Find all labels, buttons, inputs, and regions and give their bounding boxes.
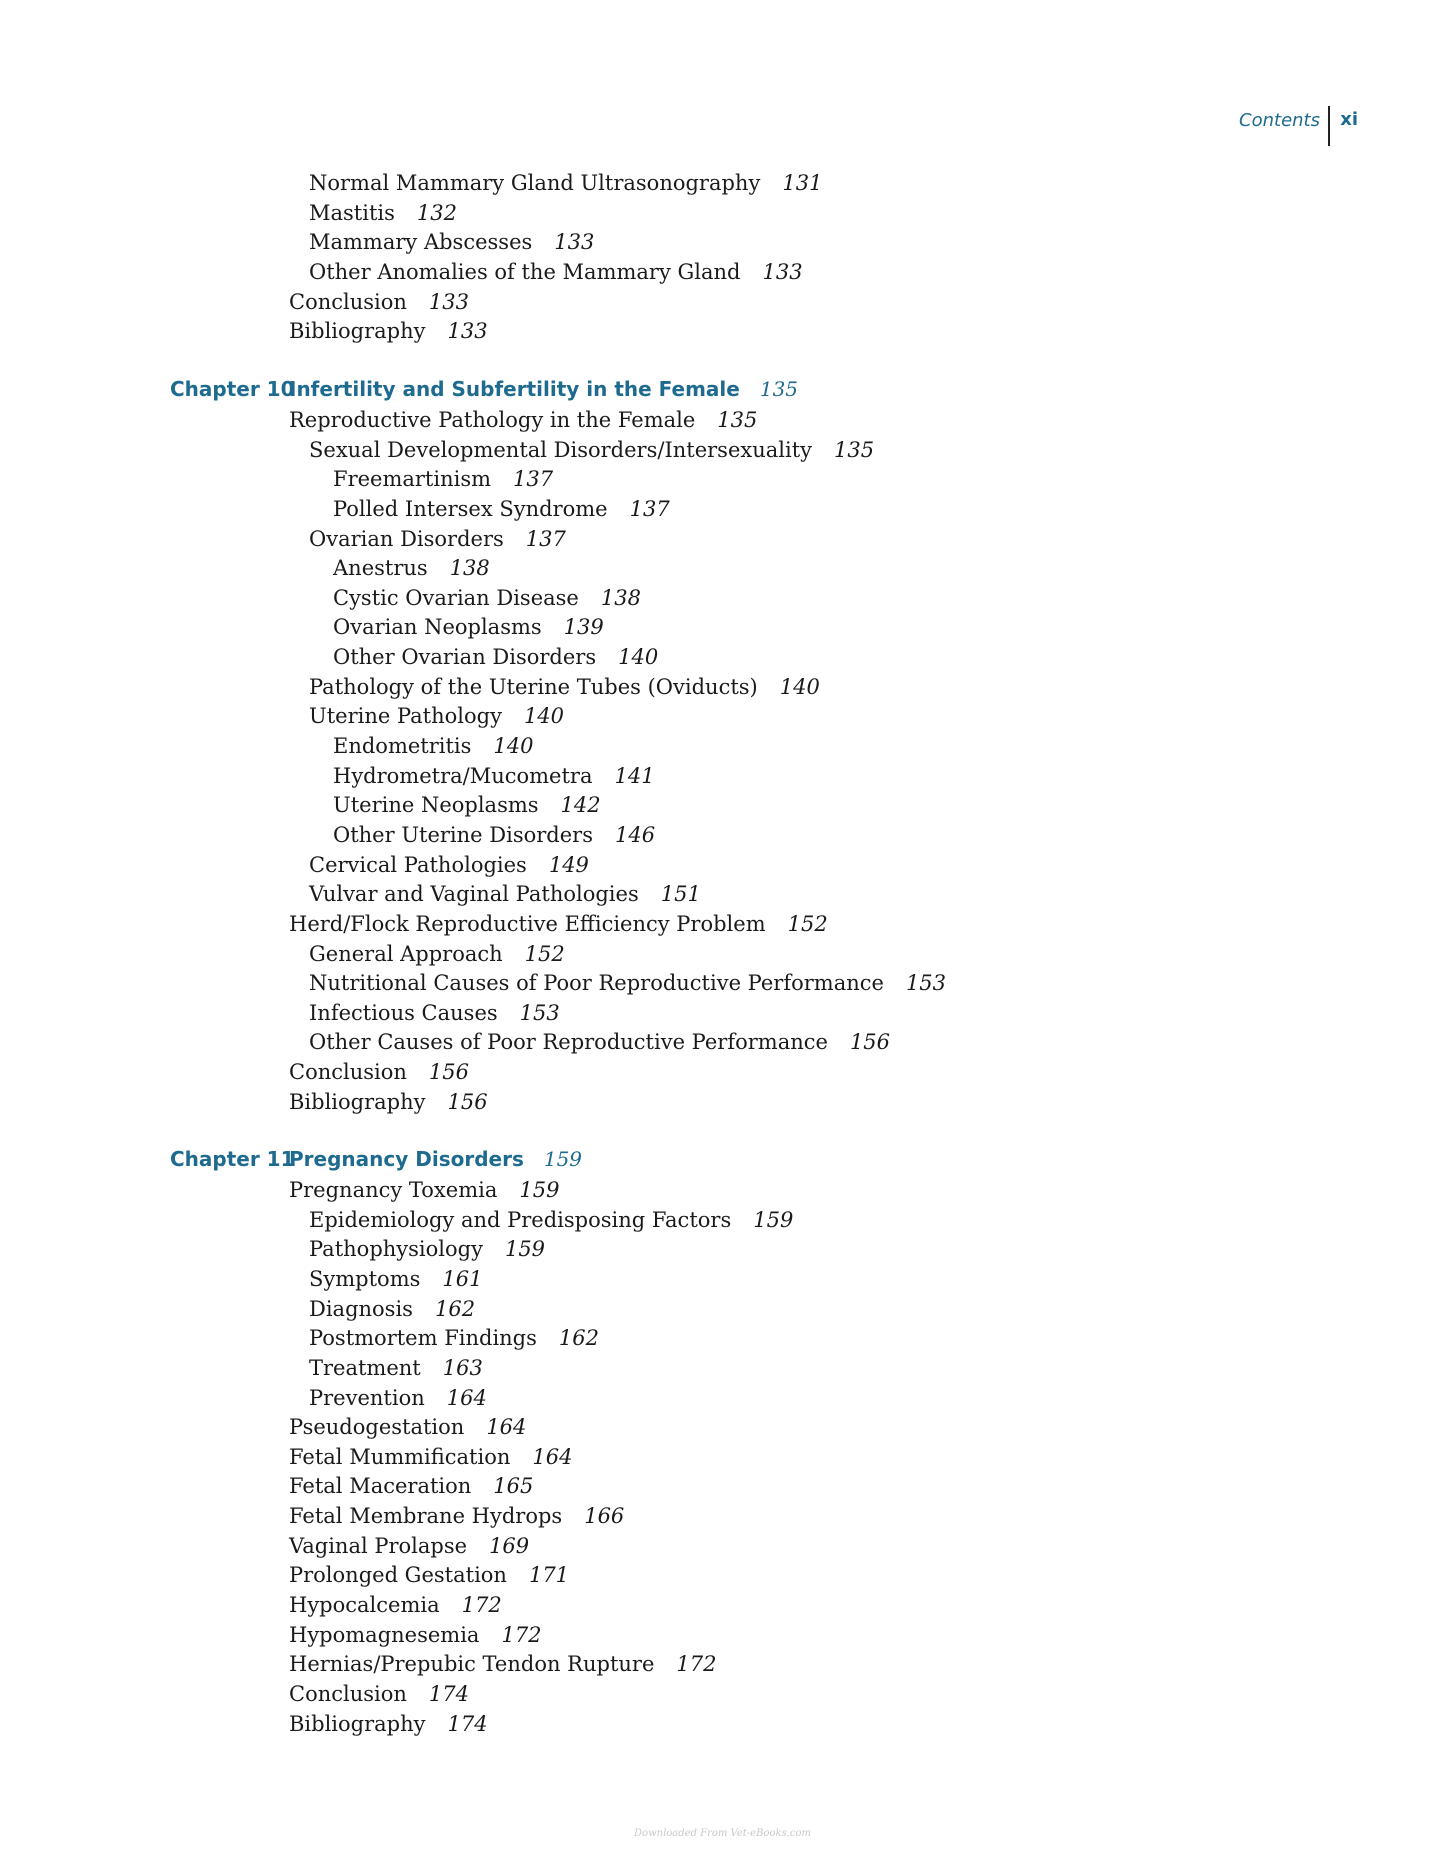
toc-entry[interactable] [309, 879, 701, 909]
toc-entry-title: Fetal Maceration [289, 1474, 472, 1498]
toc-entry-title: Mammary Abscesses [309, 230, 533, 254]
toc-entry-title: Pathology of the Uterine Tubes (Oviducts) [309, 675, 758, 699]
toc-entry-page: 133 [762, 260, 803, 284]
toc-entry-title: Epidemiology and Predisposing Factors [309, 1208, 732, 1232]
toc-entry[interactable] [333, 790, 601, 820]
toc-entry[interactable] [289, 1412, 526, 1442]
toc-entry-title: Freemartinism [333, 467, 492, 491]
toc-entry-title: Bibliography [289, 319, 426, 343]
toc-entry[interactable] [289, 909, 828, 939]
toc-entry[interactable] [289, 1531, 529, 1561]
toc-entry-page: 132 [416, 201, 457, 225]
toc-entry[interactable] [309, 435, 874, 465]
toc-entry-page: 156 [849, 1030, 891, 1054]
toc-entry-title: Vaginal Prolapse [289, 1534, 468, 1558]
toc-entry-title: Herd/Flock Reproductive Efficiency Problem [289, 912, 766, 936]
toc-entry-page: 139 [563, 615, 604, 639]
toc-entry-title: Postmortem Findings [309, 1326, 537, 1350]
toc-entry-page: 163 [442, 1356, 483, 1380]
toc-entry[interactable] [289, 1649, 716, 1679]
toc-entry-title: Prolonged Gestation [289, 1563, 507, 1587]
toc-entry-page: 152 [787, 912, 828, 936]
toc-entry-page: 164 [446, 1386, 487, 1410]
toc-entry[interactable] [289, 1709, 488, 1739]
toc-entry-page: 133 [428, 290, 469, 314]
toc-entry[interactable] [333, 642, 658, 672]
toc-entry[interactable] [309, 1027, 890, 1057]
toc-entry-page: 133 [447, 319, 488, 343]
toc-entry-page: 162 [558, 1326, 599, 1350]
toc-entry[interactable] [309, 1205, 793, 1235]
toc-entry-title: Bibliography [289, 1712, 426, 1736]
toc-entry[interactable] [309, 850, 589, 880]
toc-entry-title: Endometritis [333, 734, 472, 758]
toc-entry-title: Symptoms [309, 1267, 421, 1291]
toc-entry[interactable] [309, 939, 565, 969]
running-head-page-number: xi [1340, 109, 1358, 130]
toc-entry-page: 135 [834, 438, 875, 462]
toc-entry[interactable] [333, 820, 655, 850]
toc-entry-title: General Approach [309, 942, 503, 966]
toc-entry[interactable] [333, 494, 670, 524]
toc-entry-title: Other Uterine Disorders [333, 823, 593, 847]
toc-entry-title: Other Ovarian Disorders [333, 645, 597, 669]
toc-entry-title: Bibliography [289, 1090, 426, 1114]
toc-entry-title: Pseudogestation [289, 1415, 465, 1439]
toc-entry[interactable] [289, 1442, 572, 1472]
toc-entry-title: Hydrometra/Mucometra [333, 764, 593, 788]
toc-entry-title: Hernias/Prepubic Tendon Rupture [289, 1652, 655, 1676]
toc-entry-title: Diagnosis [309, 1297, 413, 1321]
toc-entry[interactable] [309, 1353, 483, 1383]
toc-entry[interactable] [289, 316, 488, 346]
toc-entry-title: Cervical Pathologies [309, 853, 527, 877]
toc-entry-title: Uterine Pathology [309, 704, 502, 728]
toc-entry-page: 159 [519, 1178, 560, 1202]
toc-entry-title: Treatment [309, 1356, 421, 1380]
toc-entry-title: Prevention [309, 1386, 425, 1410]
toc-entry-page: 138 [449, 556, 490, 580]
toc-entry-page: 135 [717, 408, 758, 432]
toc-entry-title: Pathophysiology [309, 1237, 483, 1261]
toc-entry[interactable] [309, 998, 560, 1028]
toc-entry-title: Conclusion [289, 1060, 407, 1084]
chapter-page: 135 [759, 377, 799, 401]
toc-entry-title: Conclusion [289, 1682, 407, 1706]
toc-entry[interactable] [289, 1560, 569, 1590]
toc-entry-page: 153 [519, 1001, 560, 1025]
toc-entry[interactable] [333, 553, 490, 583]
toc-entry-page: 146 [614, 823, 656, 847]
toc-entry-title: Other Anomalies of the Mammary Gland [309, 260, 741, 284]
running-head [1200, 104, 1370, 148]
toc-entry-page: 164 [486, 1415, 527, 1439]
toc-entry-title: Fetal Mummification [289, 1445, 511, 1469]
toc-entry-page: 141 [614, 764, 655, 788]
toc-entry[interactable] [309, 1234, 545, 1264]
toc-entry[interactable] [289, 1620, 542, 1650]
toc-entry-title: Other Causes of Poor Reproductive Performance [309, 1030, 828, 1054]
toc-entry[interactable] [289, 1679, 469, 1709]
toc-entry-title: Normal Mammary Gland Ultrasonography [309, 171, 761, 195]
chapter-label: Chapter 11 [170, 1147, 295, 1171]
toc-entry[interactable] [333, 761, 655, 791]
toc-entry-page: 172 [676, 1652, 717, 1676]
toc-entry-title: Fetal Membrane Hydrops [289, 1504, 563, 1528]
toc-entry-page: 164 [532, 1445, 573, 1469]
toc-entry-page: 142 [560, 793, 601, 817]
toc-entry-title: Pregnancy Toxemia [289, 1178, 498, 1202]
toc-entry-page: 140 [779, 675, 820, 699]
toc-entry-page: 152 [524, 942, 565, 966]
toc-entry[interactable] [289, 1471, 533, 1501]
chapter-label: Chapter 10 [170, 377, 295, 401]
toc-entry-page: 159 [504, 1237, 546, 1261]
footer-watermark: Downloaded From Vet-eBooks.com [634, 1828, 811, 1839]
toc-entry-title: Hypocalcemia [289, 1593, 440, 1617]
chapter-page: 159 [543, 1147, 583, 1171]
toc-entry-page: 172 [501, 1623, 542, 1647]
toc-entry-page: 162 [434, 1297, 476, 1321]
toc-entry-title: Mastitis [309, 201, 395, 225]
chapter-title: Pregnancy Disorders [289, 1147, 524, 1171]
toc-entry-title: Sexual Developmental Disorders/Intersexuality [309, 438, 812, 462]
toc-entry[interactable] [333, 583, 641, 613]
toc-entry[interactable] [309, 1294, 475, 1324]
toc-entry-page: 166 [584, 1504, 625, 1528]
toc-entry-page: 165 [493, 1474, 534, 1498]
toc-entry-page: 174 [447, 1712, 488, 1736]
toc-entry-title: Conclusion [289, 290, 407, 314]
toc-entry-page: 133 [554, 230, 595, 254]
toc-entry[interactable] [289, 405, 757, 435]
toc-entry[interactable] [309, 1383, 487, 1413]
running-head-divider [1328, 106, 1330, 146]
toc-entry-title: Ovarian Neoplasms [333, 615, 542, 639]
toc-entry[interactable] [289, 1057, 469, 1087]
toc-entry[interactable] [333, 731, 534, 761]
toc-entry-page: 169 [489, 1534, 530, 1558]
toc-entry-page: 140 [618, 645, 659, 669]
chapter-heading-10[interactable] [170, 372, 798, 406]
toc-entry-title: Vulvar and Vaginal Pathologies [309, 882, 639, 906]
toc-entry-title: Uterine Neoplasms [333, 793, 539, 817]
toc-entry-page: 138 [600, 586, 641, 610]
toc-entry-title: Infectious Causes [309, 1001, 498, 1025]
toc-entry-title: Hypomagnesemia [289, 1623, 480, 1647]
chapter-title: Infertility and Subfertility in the Female [289, 377, 740, 401]
toc-entry-title: Anestrus [333, 556, 428, 580]
toc-entry-page: 172 [461, 1593, 502, 1617]
toc-entry[interactable] [289, 1087, 488, 1117]
toc-entry[interactable] [333, 612, 604, 642]
toc-entry-page: 161 [442, 1267, 483, 1291]
toc-entry-title: Reproductive Pathology in the Female [289, 408, 696, 432]
toc-entry-page: 156 [428, 1060, 469, 1084]
toc-entry-page: 149 [548, 853, 589, 877]
toc-entry-page: 137 [525, 527, 566, 551]
toc-entry[interactable] [309, 524, 566, 554]
toc-entry[interactable] [333, 464, 553, 494]
toc-entry-page: 137 [629, 497, 670, 521]
toc-entry[interactable] [309, 968, 946, 998]
toc-entry[interactable] [309, 198, 457, 228]
toc-entry-title: Cystic Ovarian Disease [333, 586, 579, 610]
toc-entry-page: 131 [782, 171, 823, 195]
toc-entry[interactable] [309, 1323, 599, 1353]
toc-entry[interactable] [309, 701, 564, 731]
toc-entry-page: 140 [523, 704, 565, 728]
toc-entry-page: 137 [513, 467, 554, 491]
toc-entry[interactable] [289, 1501, 624, 1531]
running-head-title: Contents [1239, 110, 1320, 131]
toc-entry[interactable] [309, 257, 803, 287]
chapter-heading-11[interactable] [170, 1142, 582, 1176]
toc-entry-page: 171 [528, 1563, 570, 1587]
toc-entry[interactable] [289, 287, 469, 317]
toc-entry[interactable] [309, 1264, 482, 1294]
toc-entry[interactable] [289, 1175, 559, 1205]
toc-entry-page: 153 [905, 971, 947, 995]
toc-entry-title: Ovarian Disorders [309, 527, 504, 551]
toc-entry[interactable] [309, 168, 822, 198]
toc-entry-title: Polled Intersex Syndrome [333, 497, 608, 521]
toc-entry-page: 151 [660, 882, 701, 906]
toc-entry[interactable] [309, 672, 820, 702]
toc-entry-page: 140 [493, 734, 534, 758]
toc-entry[interactable] [289, 1590, 502, 1620]
toc-entry-page: 159 [753, 1208, 794, 1232]
toc-entry-page: 156 [447, 1090, 488, 1114]
toc-entry-title: Nutritional Causes of Poor Reproductive Performance [309, 971, 884, 995]
toc-entry-page: 174 [428, 1682, 469, 1706]
toc-entry[interactable] [309, 227, 594, 257]
